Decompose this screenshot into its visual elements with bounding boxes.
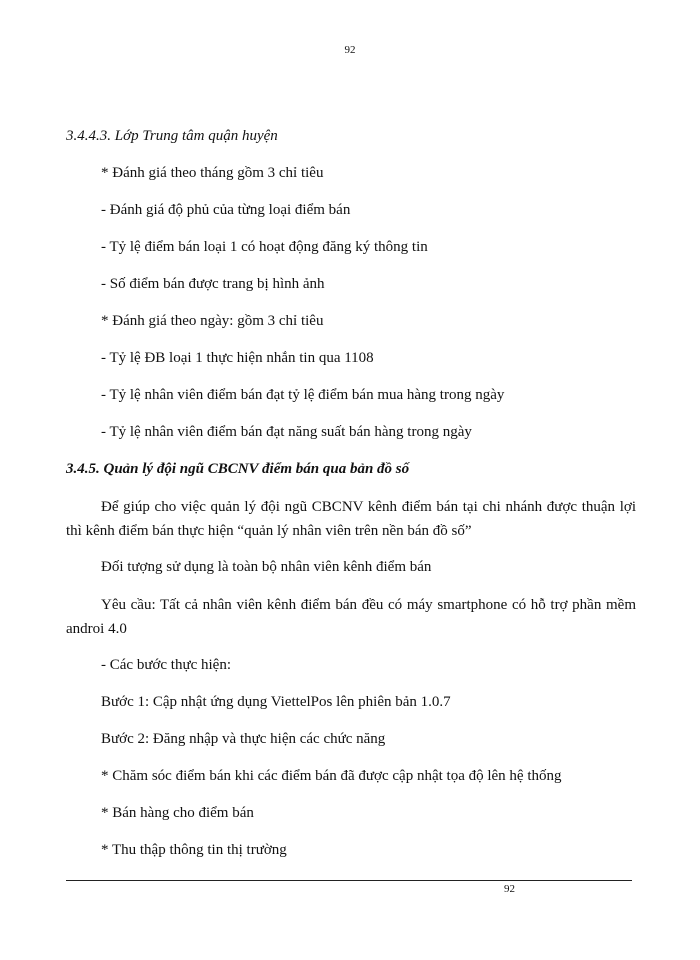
text-line: * Thu thập thông tin thị trường [101,842,287,858]
text-line: * Chăm sóc điểm bán khi các điểm bán đã được cập nhật tọa độ lên hệ thống [101,768,562,784]
text-line: - Tỷ lệ nhân viên điểm bán đạt năng suất bán hàng trong ngày [101,424,472,440]
text-line: * Đánh giá theo tháng gồm 3 chỉ tiêu [101,165,324,181]
text-line: - Tỷ lệ nhân viên điểm bán đạt tỷ lệ điểm bán mua hàng trong ngày [101,387,505,403]
text-line: - Các bước thực hiện: [101,657,231,673]
section-heading-345: 3.4.5. Quản lý đội ngũ CBCNV điểm bán qua bản đồ số [66,461,410,477]
text-line: - Số điểm bán được trang bị hình ảnh [101,276,325,292]
footer-divider [66,880,632,881]
text-line: - Đánh giá độ phủ của từng loại điểm bán [101,202,351,218]
page-number-top: 92 [344,44,356,56]
text-line: * Đánh giá theo ngày: gồm 3 chỉ tiêu [101,313,324,329]
page-number-bottom: 92 [504,883,515,895]
text-line: Đối tượng sử dụng là toàn bộ nhân viên kênh điểm bán [101,559,432,575]
section-heading-3443: 3.4.4.3. Lớp Trung tâm quận huyện [66,128,278,144]
text-line: Bước 2: Đăng nhập và thực hiện các chức năng [101,731,386,747]
text-line: Bước 1: Cập nhật ứng dụng ViettelPos lên phiên bản 1.0.7 [101,694,451,710]
text-line: * Bán hàng cho điểm bán [101,805,254,821]
paragraph: Yêu cầu: Tất cả nhân viên kênh điểm bán đều có máy smartphone có hỗ trợ phần mềm androi 4.0 [66,597,636,637]
document-body [66,118,636,869]
paragraph: Để giúp cho việc quản lý đội ngũ CBCNV kênh điểm bán tại chi nhánh được thuận lợi thì kênh điểm bán thực hiện “quản lý nhân viên trên nền bán đồ số” [66,499,636,539]
text-line: - Tỷ lệ điểm bán loại 1 có hoạt động đăng ký thông tin [101,239,428,255]
text-line: - Tỷ lệ ĐB loại 1 thực hiện nhắn tin qua 1108 [101,350,374,366]
